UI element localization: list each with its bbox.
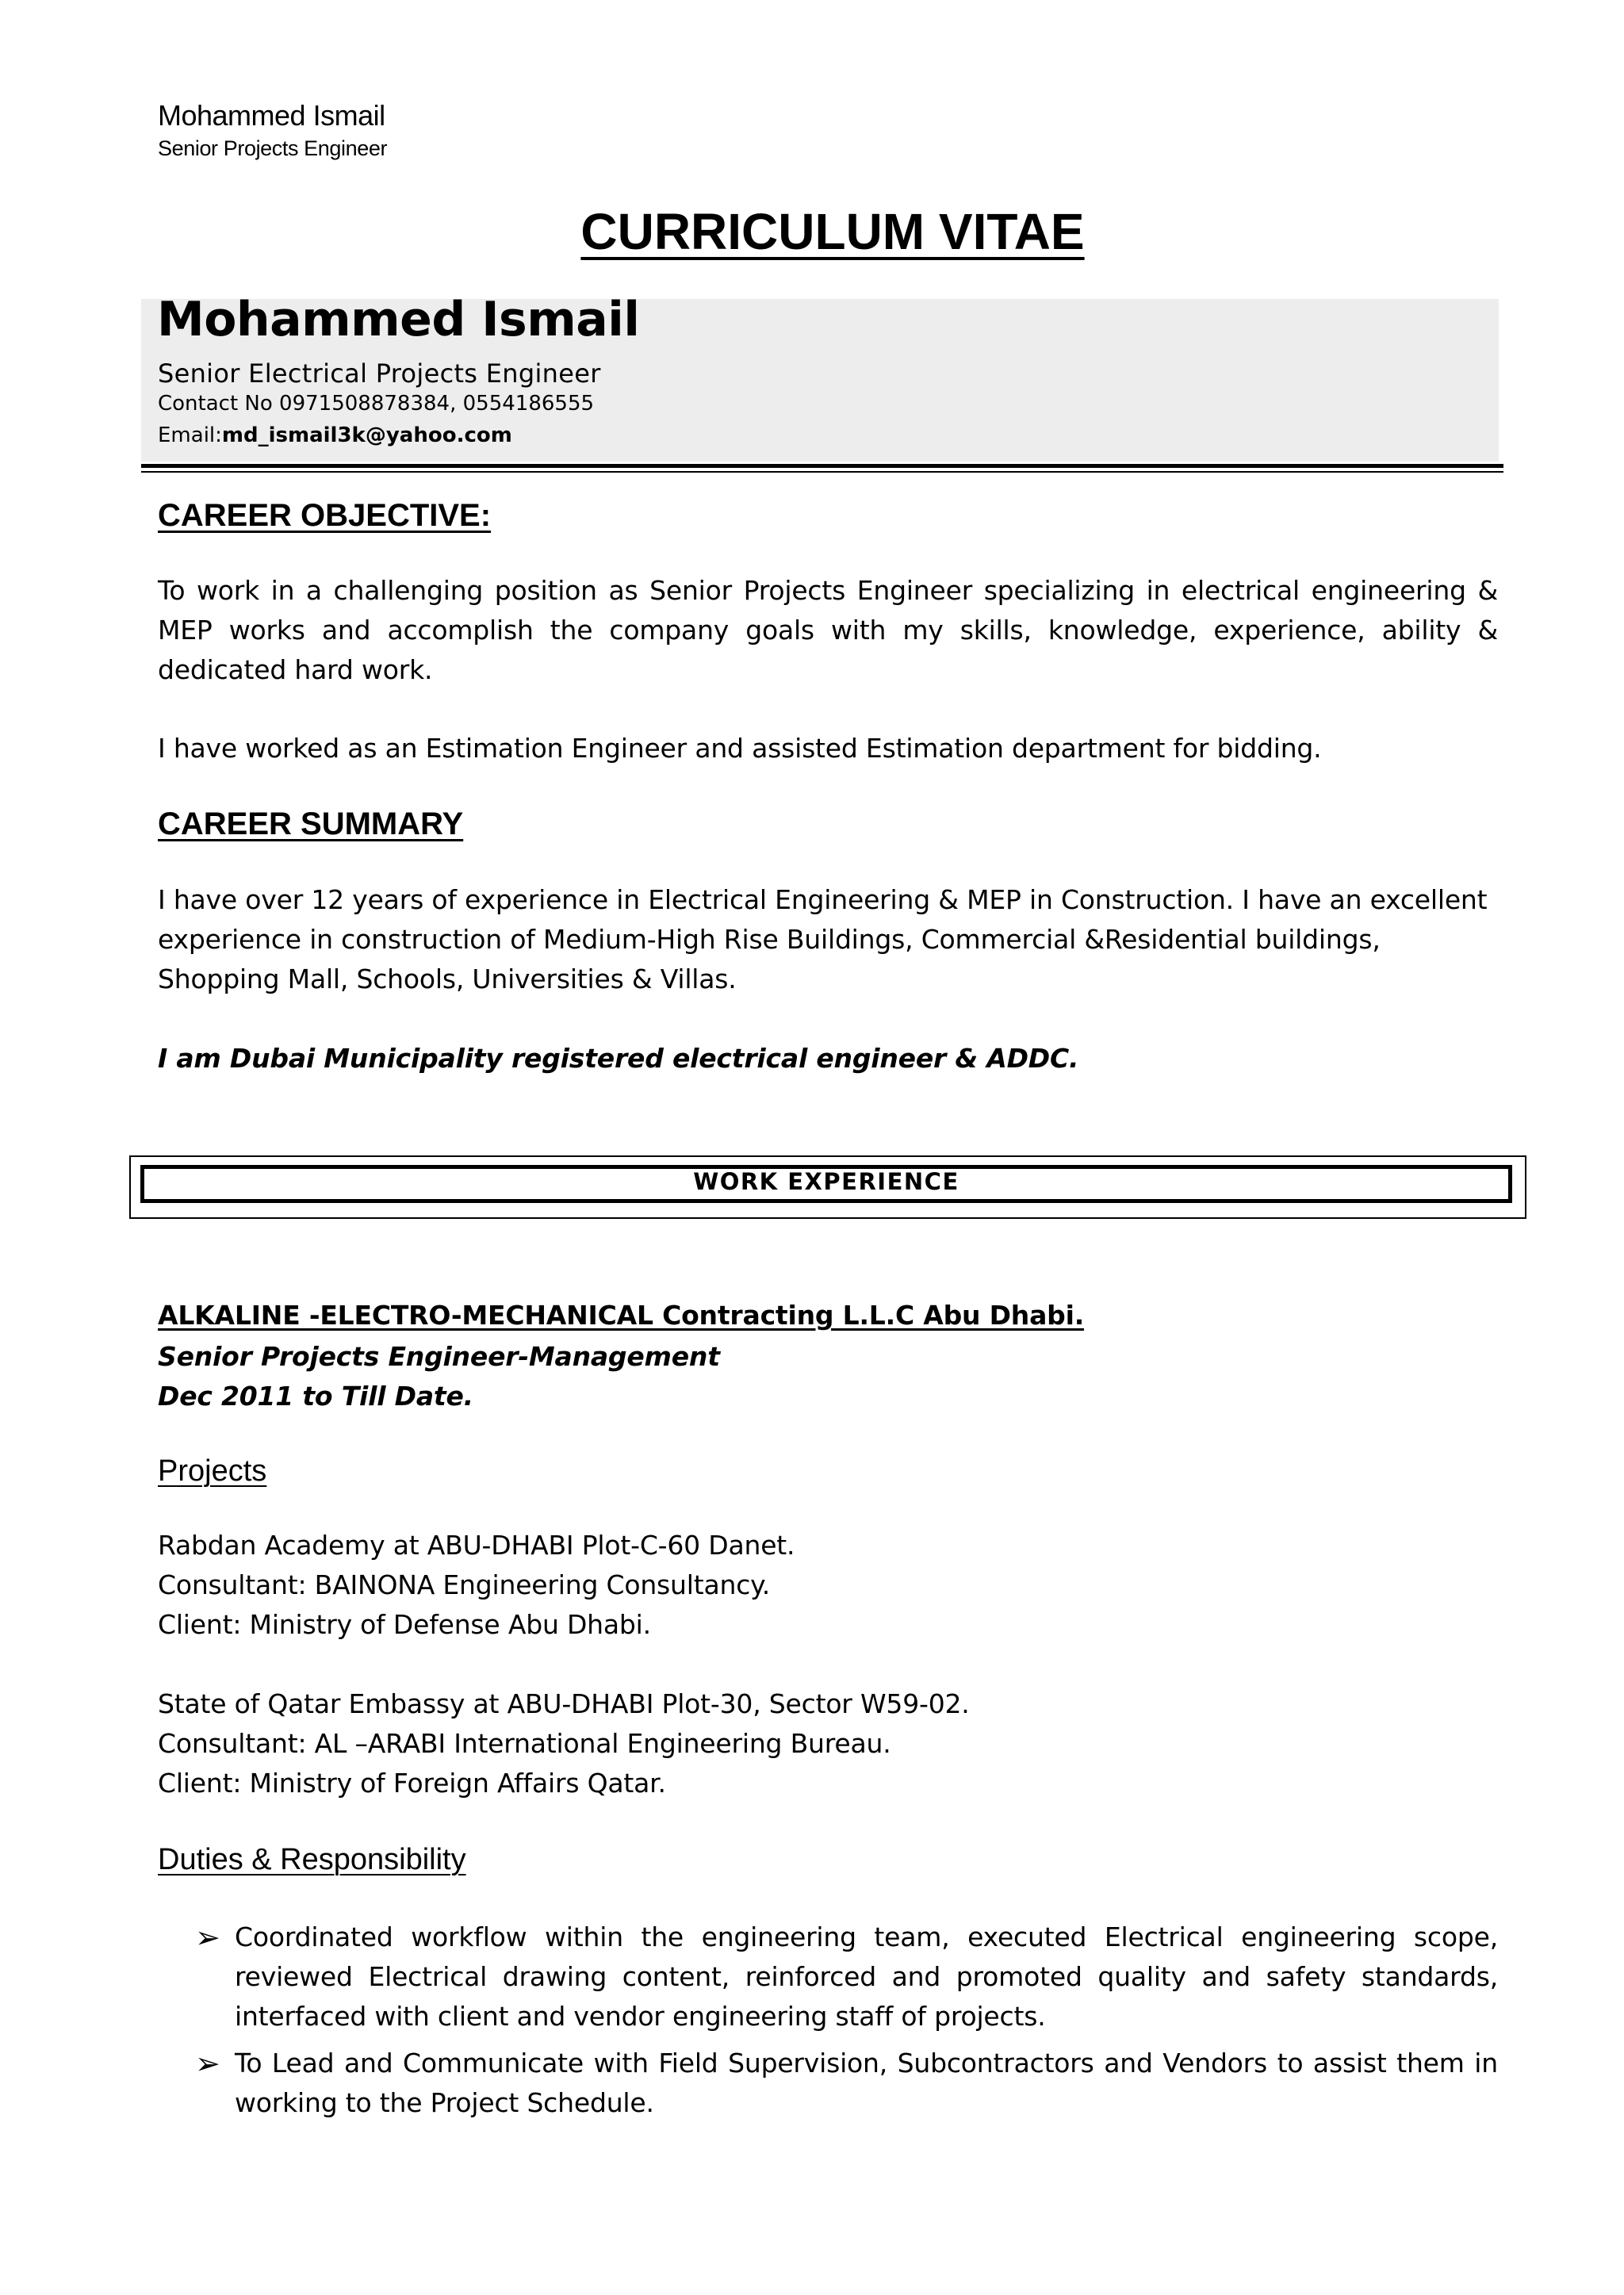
project-name: State of Qatar Embassy at ABU-DHABI Plot-30, Sector W59-02. — [158, 1688, 970, 1719]
project-client: Client: Ministry of Defense Abu Dhabi. — [158, 1609, 651, 1640]
company-name: ALKALINE -ELECTRO-MECHANICAL Contracting L.L.C Abu Dhabi. — [158, 1300, 1085, 1331]
career-objective-heading: CAREER OBJECTIVE: — [158, 498, 492, 533]
email-label: Email: — [158, 423, 222, 447]
name-box-rule — [141, 464, 1503, 468]
duties-heading: Duties & Responsibility — [158, 1843, 466, 1876]
registration-statement: I am Dubai Municipality registered electrical engineer & ADDC. — [158, 1043, 1079, 1074]
duty-item: Coordinated workflow within the engineering team, executed Electrical engineering scope, reviewed Electrical drawing content, reinforced and promoted quality and safety standards, interfaced with client and vendor engineering staff of projects. — [235, 1921, 1498, 2032]
job-role: Senior Projects Engineer-Management — [158, 1341, 720, 1372]
job-dates: Dec 2011 to Till Date. — [158, 1381, 473, 1412]
project-client: Client: Ministry of Foreign Affairs Qatar. — [158, 1768, 666, 1799]
bullet-arrow-icon: ➢ — [195, 2046, 220, 2081]
project-entry — [158, 1526, 795, 1645]
name-box-rule-thin — [141, 471, 1503, 473]
header-title: Senior Projects Engineer — [158, 136, 388, 160]
project-name: Rabdan Academy at ABU-DHABI Plot-C-60 Danet. — [158, 1530, 795, 1561]
career-objective-estimation: I have worked as an Estimation Engineer and assisted Estimation department for bidding. — [158, 733, 1322, 764]
career-summary-heading: CAREER SUMMARY — [158, 807, 464, 841]
document-title: CURRICULUM VITAE — [580, 203, 1085, 260]
contact-numbers: Contact No 0971508878384, 0554186555 — [158, 392, 595, 416]
career-summary-paragraph: I have over 12 years of experience in Electrical Engineering & MEP in Construction. I have an excellent experience in construction of Medium-High Rise Buildings, Commercial &Residential buildings, Shopping Mall, Schools, Universities & Villas. — [158, 884, 1488, 994]
work-experience-heading: WORK EXPERIENCE — [693, 1168, 959, 1195]
bullet-arrow-icon: ➢ — [195, 1920, 220, 1955]
duty-item: To Lead and Communicate with Field Supervision, Subcontractors and Vendors to assist them in working to the Project Schedule. — [235, 2048, 1498, 2118]
candidate-title: Senior Electrical Projects Engineer — [158, 358, 601, 389]
career-objective-paragraph: To work in a challenging position as Senior Projects Engineer specializing in electrical engineering & MEP works and accomplish the company goals with my skills, knowledge, experience, ability & dedicated hard work. — [158, 575, 1498, 685]
projects-heading: Projects — [158, 1454, 267, 1488]
candidate-name: Mohammed Ismail — [157, 292, 640, 347]
project-consultant: Consultant: AL –ARABI International Engineering Bureau. — [158, 1728, 891, 1759]
email-address: md_ismail3k@yahoo.com — [221, 423, 512, 447]
header-name: Mohammed Ismail — [158, 99, 385, 132]
project-consultant: Consultant: BAINONA Engineering Consultancy. — [158, 1569, 771, 1600]
project-entry — [158, 1684, 970, 1803]
email-line — [158, 423, 512, 447]
